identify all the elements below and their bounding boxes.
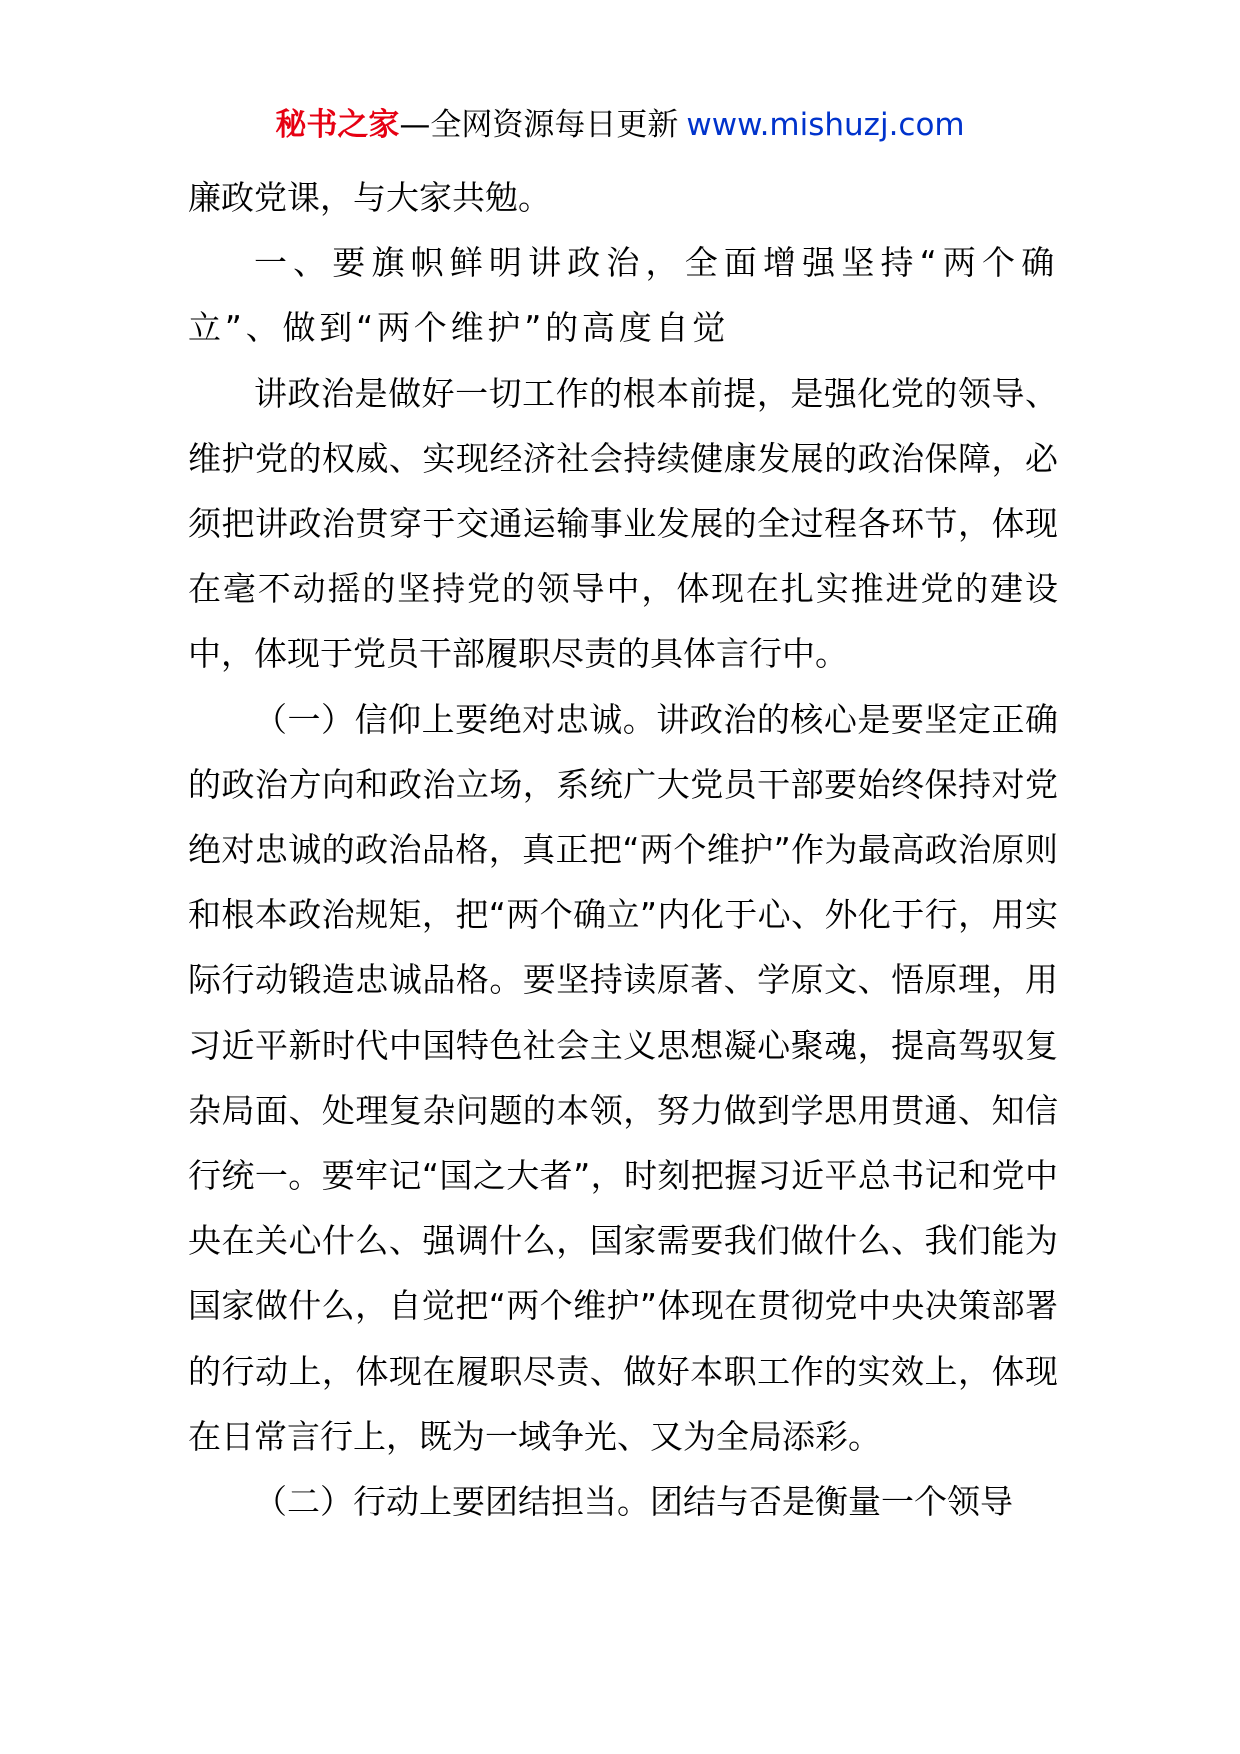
- subsection-1-paragraph: （一）信仰上要绝对忠诚。讲政治的核心是要坚定正确的政治方向和政治立场，系统广大党员干部要始终保持对党绝对忠诚的政治品格，真正把“两个维护”作为最高政治原则和根本政治规矩，把“两个确立”内化于心、外化于行，用实际行动锻造忠诚品格。要坚持读原著、学原文、悟原理，用习近平新时代中国特色社会主义思想凝心聚魂，提高驾驭复杂局面、处理复杂问题的本领，努力做到学思用贯通、知信行统一。要牢记“国之大者”，时刻把握习近平总书记和党中央在关心什么、强调什么，国家需要我们做什么、我们能为国家做什么，自觉把“两个维护”体现在贯彻党中央决策部署的行动上，体现在履职尽责、做好本职工作的实效上，体现在日常言行上，既为一域争光、又为全局添彩。: [188, 699, 1058, 1456]
- site-url-link[interactable]: www.mishuzj.com: [686, 107, 965, 143]
- subsection-2-paragraph: （二）行动上要团结担当。团结与否是衡量一个领导: [254, 1482, 1013, 1522]
- section-heading-1: 一、要旗帜鲜明讲政治，全面增强坚持“两个确立”、做到“两个维护”的高度自觉: [188, 243, 1058, 348]
- document-body: [188, 165, 1058, 1534]
- site-header: [0, 100, 1240, 150]
- brand-name: 秘书之家: [275, 107, 400, 143]
- header-tagline: —全网资源每日更新: [399, 107, 679, 143]
- paragraph-continuation: 廉政党课，与大家共勉。: [188, 178, 551, 217]
- paragraph-1: 讲政治是做好一切工作的根本前提，是强化党的领导、维护党的权威、实现经济社会持续健康发展的政治保障，必须把讲政治贯穿于交通运输事业发展的全过程各环节，体现在毫不动摇的坚持党的领导中，体现在扎实推进党的建设中，体现于党员干部履职尽责的具体言行中。: [188, 373, 1058, 674]
